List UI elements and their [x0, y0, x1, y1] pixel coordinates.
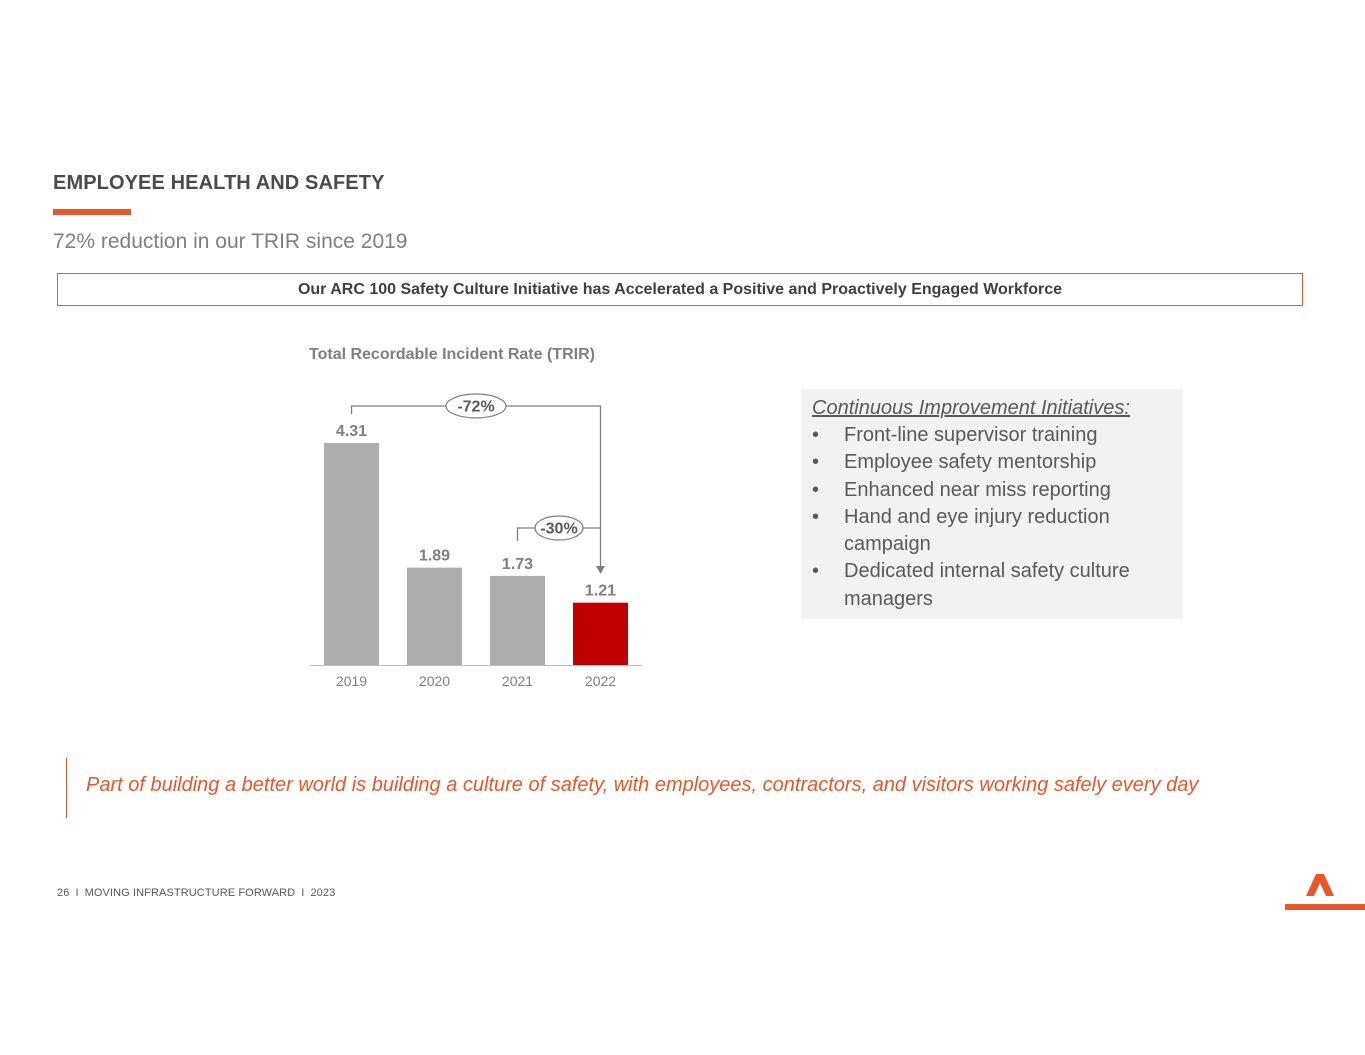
bar-2020 — [407, 568, 462, 665]
page-subtitle: 72% reduction in our TRIR since 2019 — [53, 230, 408, 253]
bar-2019 — [324, 443, 379, 665]
tick-label-2022: 2022 — [584, 673, 617, 689]
data-label-2022: 1.21 — [584, 582, 617, 600]
annotation-30-label: -30% — [540, 520, 578, 538]
data-label-2021: 1.73 — [501, 555, 534, 573]
annotation-72-label: -72% — [457, 398, 495, 416]
bullet-icon: • — [812, 424, 820, 446]
bullet-icon: • — [812, 505, 820, 528]
bullet-icon: • — [812, 451, 820, 474]
trir-bar-chart — [300, 390, 660, 700]
initiatives-heading: Continuous Improvement Initiatives: — [812, 397, 1130, 419]
page-title: EMPLOYEE HEALTH AND SAFETY — [53, 172, 385, 194]
footer-separator: I — [75, 887, 79, 899]
initiatives-panel — [801, 389, 1183, 619]
tick-label-2020: 2020 — [418, 673, 451, 689]
list-item: • Hand and eye injury reduction campaign — [812, 505, 1110, 556]
footer-separator: I — [301, 887, 305, 899]
logo-a-mark — [1306, 874, 1334, 896]
tick-label-2021: 2021 — [501, 673, 534, 689]
annotation-72-bracket — [352, 406, 601, 566]
title-accent-bar — [53, 209, 131, 215]
footer-tagline: MOVING INFRASTRUCTURE FORWARD — [84, 887, 296, 899]
data-label-2020: 1.89 — [418, 547, 451, 565]
banner-text: Our ARC 100 Safety Culture Initiative has Accelerated a Positive and Proactively Engaged Workforce — [297, 280, 1063, 298]
annotation-arrow-head — [596, 566, 605, 574]
arcosa-logo-icon — [1285, 870, 1365, 912]
footer — [57, 887, 341, 899]
bullet-icon: • — [812, 560, 820, 583]
list-item: • Employee safety mentorship — [812, 449, 1154, 476]
bar-2022 — [573, 603, 628, 665]
bullet-icon: • — [812, 478, 820, 501]
page-number: 26 — [57, 887, 70, 899]
quote-accent-bar — [66, 758, 67, 818]
initiatives-list — [812, 422, 1173, 613]
list-item: • Enhanced near miss reporting — [812, 477, 1154, 504]
data-label-2019: 4.31 — [335, 423, 368, 440]
tick-label-2019: 2019 — [335, 673, 368, 689]
safety-quote: Part of building a better world is building a culture of safety, with employees, contractors, and visitors working safely every day — [86, 774, 1199, 796]
initiative-banner — [57, 273, 1303, 306]
chart-title: Total Recordable Incident Rate (TRIR) — [309, 346, 595, 363]
list-item: • Dedicated internal safety culture managers — [812, 560, 1130, 610]
footer-year: 2023 — [310, 887, 336, 899]
logo-underline — [1285, 904, 1365, 910]
list-item: • Front-line supervisor training — [812, 422, 1154, 449]
bar-2021 — [490, 576, 545, 665]
